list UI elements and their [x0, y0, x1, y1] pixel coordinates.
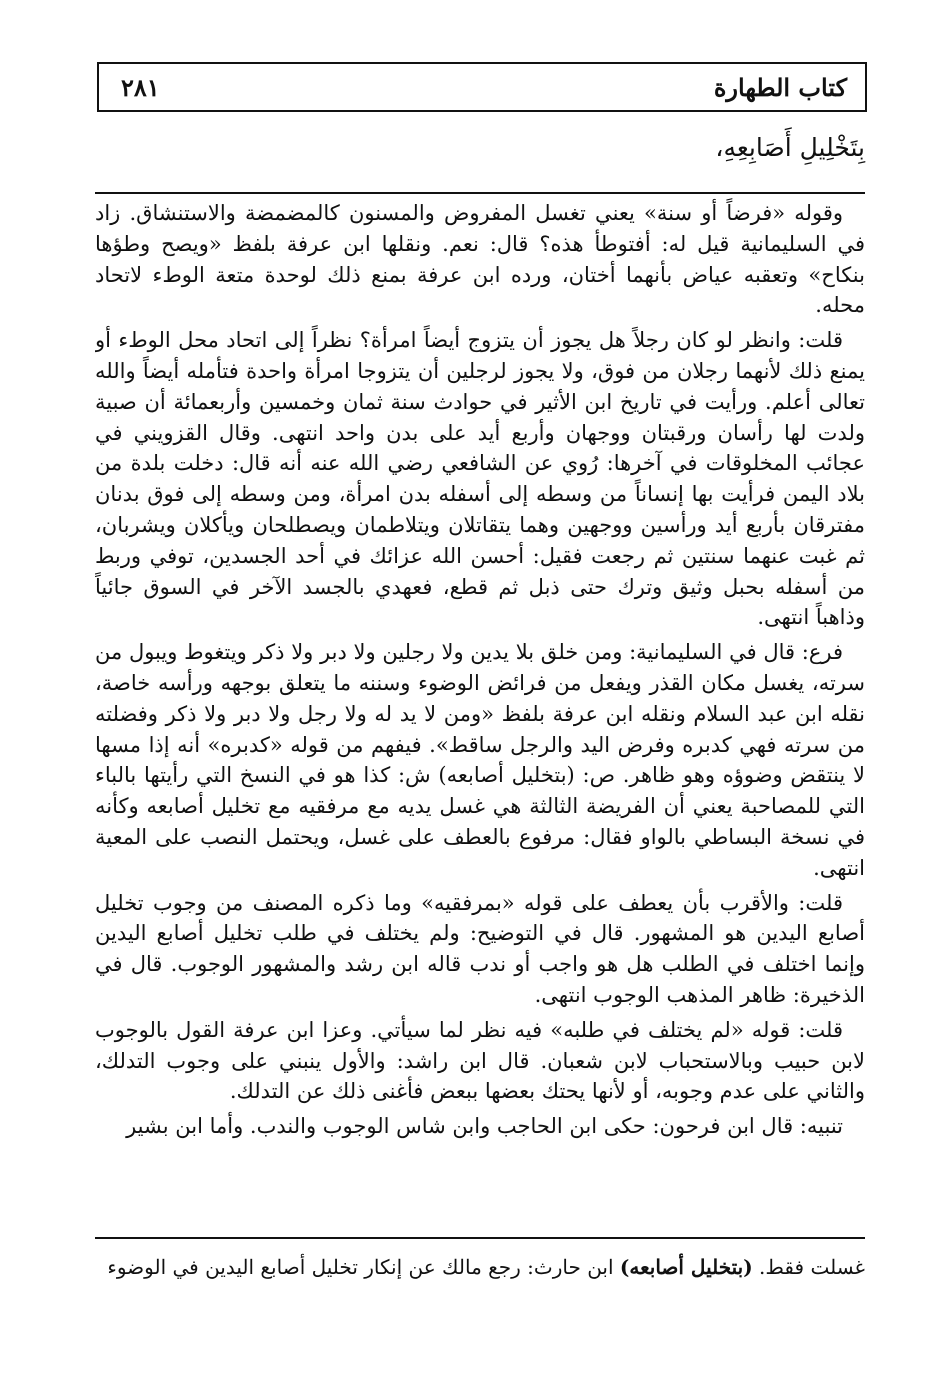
separator-top — [95, 192, 865, 194]
footnote-text-start: غسلت فقط. — [752, 1255, 865, 1279]
commentary-body — [95, 198, 865, 1234]
commentary-paragraph-3: فرع: قال في السليمانية: ومن خلق بلا يدين ولا رجلين ولا دبر ولا ذكر ويتغوط ويبول من سرته، يغسل مكان القذر ويفعل من فرائض الوضوء وسننه ما يتعلق بوجهه ورأسه خاصة، نقله ابن عبد السلام ونقله ابن عرفة بلفظ «ومن لا يد له ولا رجل ولا دبر ولا ذكر وفضلته من سرته فهي كدبره وفرض اليد والرجل ساقط». فيفهم من قوله «كدبره» أنه إذا مسها لا ينتقض وضوؤه وهو ظاهر. ص: (بتخليل أصابعه) ش: كذا هو في النسخ التي رأيتها بالباء التي للمصاحبة يعني أن الفريضة الثالثة هي غسل يديه مع مرفقيه مع تخليل أصابعه وكأنه في نسخة البساطي بالواو فقال: مرفوع بالعطف على غسل، ويحتمل النصب على المعية انتهى. — [95, 640, 865, 880]
main-text: بِتَخْلِيلِ أَصَابِعِهِ، — [715, 133, 865, 162]
commentary-paragraph-6: تنبيه: قال ابن فرحون: حكى ابن الحاجب وابن شاس الوجوب والندب. وأما ابن بشير — [126, 1114, 843, 1139]
separator-footnote — [95, 1237, 865, 1239]
running-header — [97, 62, 867, 112]
chapter-title: كتاب الطهارة — [713, 73, 847, 102]
footnote-text-end: ابن حارث: رجع مالك عن إنكار تخليل أصابع اليدين في الوضوء — [107, 1255, 620, 1279]
footnote — [95, 1252, 865, 1282]
commentary-paragraph-1: وقوله «فرضاً أو سنة» يعني تغسل المفروض والمسنون كالمضمضة والاستنشاق. زاد في السليمانية قيل له: أفتوطأ هذه؟ قال: نعم. ونقلها ابن عرفة بلفظ «ويصح وطؤها بنكاح» وتعقبه عياض بأنهما أختان، ورده ابن عرفة بمنع ذلك لوحدة متعة الوطء لاتحاد محله. — [95, 201, 865, 318]
commentary-paragraph-2: قلت: وانظر لو كان رجلاً هل يجوز أن يتزوج أيضاً امرأة؟ نظراً إلى اتحاد محل الوطء أو يمنع ذلك لأنهما رجلان من فوق، ولا يجوز لرجلين أن يتزوجا امرأة واحدة فتأمله أيضاً والله تعالى أعلم. ورأيت في تاريخ ابن الأثير في حوادث سنة ثمان وخمسين وأربعمائة أن صبية ولدت لها رأسان ورقبتان ووجهان وأربع أيد على بدن واحد انتهى. وقال القزويني في عجائب المخلوقات في آخرها: رُوي عن الشافعي رضي الله عنه أنه قال: دخلت بلدة من بلاد اليمن فرأيت بها إنساناً من وسطه إلى أسفله بدن امرأة، ومن وسطه إلى فوق بدنان مفترقان بأربع أيد ورأسين ووجهين وهما يتقاتلان ويتلاطمان ويصطلحان ويأكلان ويشربان، ثم غبت عنهما سنتين ثم رجعت فقيل: أحسن الله عزائك في أحد الجسدين، توفي وربط من أسفله بحبل وثيق وترك حتى ذبل ثم قطع، فعهدي بالجسد الآخر في السوق جائياً وذاهباً انتهى. — [95, 328, 865, 630]
footnote-bold-term: (بتخليل أصابعه) — [619, 1255, 753, 1279]
commentary-paragraph-5: قلت: قوله «لم يختلف في طلبه» فيه نظر لما سيأتي. وعزا ابن عرفة القول بالوجوب لابن حبيب وبالاستحباب لابن شعبان. قال ابن راشد: والأول ينبني على وجوب التدلك، والثاني على عدم وجوبه، أو لأنها يحتك بعضها ببعض فأغنى ذلك عن التدلك. — [95, 1017, 865, 1104]
commentary-paragraph-4: قلت: والأقرب بأن يعطف على قوله «بمرفقيه» وما ذكره المصنف من وجوب تخليل أصابع اليدين هو المشهور. قال في التوضيح: ولم يختلف في طلب تخليل أصابع اليدين وإنما اختلف في الطلب هل هو واجب أو ندب قاله ابن رشد والمشهور الوجوب. قال في الذخيرة: ظاهر المذهب الوجوب انتهى. — [95, 890, 865, 1007]
page-number: ٢٨١ — [121, 73, 160, 102]
